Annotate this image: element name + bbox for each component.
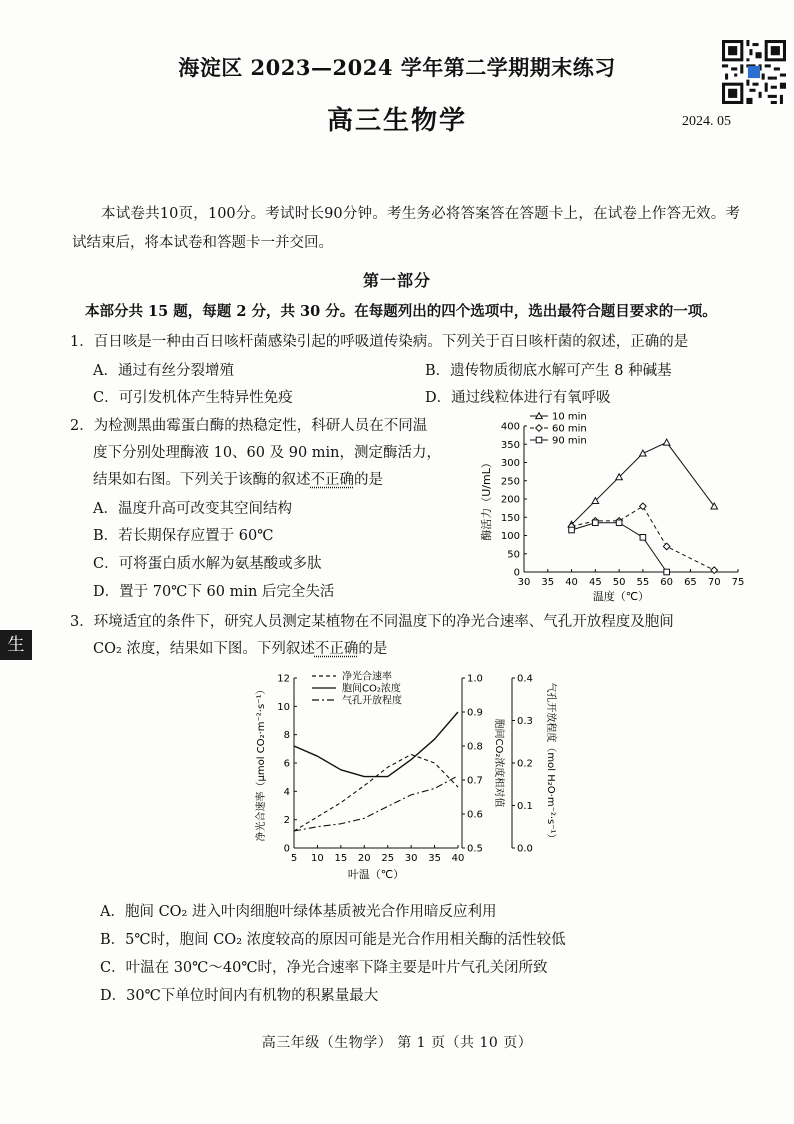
q3-option-d: D．30℃下单位时间内有机物的积累量最大: [100, 988, 379, 1004]
q3-stem-end: 的是: [358, 641, 388, 657]
x-tick-label: 30: [517, 577, 531, 588]
x-tick-label: 35: [541, 577, 555, 588]
middle-y-axis-label: 胞间CO₂浓度相对值: [493, 718, 504, 808]
legend-label: 胞间CO₂浓度: [342, 683, 401, 695]
data-point: [664, 569, 670, 575]
left-y-tick-label: 12: [277, 673, 290, 685]
middle-y-tick-label: 0.7: [467, 775, 483, 787]
data-point: [640, 450, 647, 456]
x-tick-label: 75: [731, 577, 745, 588]
left-y-axis-label: 净光合速率（μmol CO₂·m⁻²·s⁻¹）: [256, 684, 267, 842]
x-axis-label: 温度（℃）: [592, 590, 650, 603]
data-point: [640, 503, 647, 510]
y-tick-label: 250: [500, 476, 520, 488]
exam-title: 海淀区 2023—2024 学年第二学期期末练习: [178, 55, 616, 80]
q3-option-c: C．叶温在 30℃～40℃时，净光合速率下降主要是叶片气孔关闭所致: [100, 960, 548, 976]
y-tick-label: 100: [500, 531, 520, 542]
subject-side-tab: 生: [0, 630, 32, 660]
right-y-tick-label: 0.0: [517, 843, 533, 855]
x-tick-label: 40: [451, 853, 465, 864]
q3-stem-line2: [93, 637, 387, 658]
data-point: [593, 520, 599, 526]
series-line: [294, 755, 458, 832]
middle-y-tick-label: 0.5: [467, 843, 483, 855]
left-y-tick-label: 2: [283, 815, 290, 827]
x-axis-label: 叶温（℃）: [347, 868, 405, 881]
x-tick-label: 20: [357, 853, 371, 864]
left-y-tick-label: 6: [283, 758, 290, 770]
series-line: [572, 523, 667, 572]
y-tick-label: 300: [500, 458, 520, 469]
legend-marker: [536, 437, 542, 443]
legend-label: 气孔开放程度: [342, 695, 402, 707]
q3-option-a: A．胞间 CO₂ 进入叶肉细胞叶绿体基质被光合作用暗反应利用: [100, 904, 497, 920]
x-tick-label: 10: [311, 853, 324, 864]
qr-code-icon: [722, 40, 786, 104]
y-tick-label: 0: [513, 567, 520, 579]
middle-y-tick-label: 0.8: [467, 741, 483, 753]
x-tick-label: 45: [588, 577, 602, 588]
q1-option-c: C．可引发机体产生特异性免疫: [93, 390, 293, 406]
x-tick-label: 55: [636, 577, 650, 588]
data-point: [640, 535, 646, 541]
data-point: [663, 439, 670, 445]
q3-stem-line1: 3．环境适宜的条件下，研究人员测定某植物在不同温度下的净光合速率、气孔开放程度及胞间: [70, 614, 674, 630]
x-tick-label: 50: [612, 577, 626, 588]
legend-label: 净光合速率: [342, 671, 392, 683]
y-axis-label: 酶活力（U/mL）: [480, 457, 493, 541]
part-title: 第一部分: [362, 271, 431, 290]
series-line: [294, 712, 458, 777]
q2-stem-line2: 度下分别处理酶液 10、60 及 90 min，测定酶活力，: [93, 445, 442, 461]
x-tick-label: 5: [290, 853, 298, 864]
part-note: 本部分共 15 题，每题 2 分，共 30 分。在每题列出的四个选项中，选出最符合题目要求的一项。: [85, 303, 717, 320]
q2-option-c: C．可将蛋白质水解为氨基酸或多肽: [93, 556, 322, 572]
left-y-tick-label: 0: [283, 843, 290, 855]
left-y-tick-label: 10: [277, 701, 290, 713]
q2-stem-end: 的是: [354, 472, 383, 488]
x-tick-label: 70: [707, 577, 721, 588]
subject-title: 高三生物学: [326, 106, 467, 136]
left-y-tick-label: 4: [283, 786, 290, 798]
y-tick-label: 50: [507, 549, 520, 561]
right-y-tick-label: 0.1: [517, 801, 533, 812]
right-y-tick-label: 0.2: [517, 758, 533, 770]
middle-y-tick-label: 1.0: [467, 673, 483, 685]
q3-stem-text: CO₂ 浓度，结果如下图。下列叙述: [93, 641, 315, 657]
right-y-tick-label: 0.4: [517, 673, 533, 685]
q3-emphasis: 不正确: [314, 641, 359, 657]
q1-option-a: A．通过有丝分裂增殖: [93, 363, 234, 379]
x-tick-label: 25: [381, 853, 395, 864]
y-tick-label: 200: [500, 494, 520, 506]
photosynthesis-chart: [250, 668, 570, 886]
left-y-tick-label: 8: [283, 730, 290, 742]
q3-option-b: B．5℃时，胞间 CO₂ 浓度较高的原因可能是光合作用相关酶的活性较低: [100, 932, 566, 948]
q1-option-b: B．遗传物质彻底水解可产生 8 种碱基: [425, 363, 672, 379]
legend-label: 60 min: [552, 423, 587, 435]
x-tick-label: 35: [428, 853, 441, 864]
exam-instructions: 本试卷共10页，100分。考试时长90分钟。考生务必将答案答在答题卡上，在试卷上作答无效。考试结束后，将本试卷和答题卡一并交回。: [72, 206, 740, 251]
legend-label: 10 min: [552, 411, 587, 423]
data-point: [616, 520, 622, 526]
q2-stem-text: 结果如右图。下列关于该酶的叙述: [93, 472, 311, 488]
y-tick-label: 150: [500, 512, 520, 524]
exam-date: 2024. 05: [682, 114, 731, 129]
q2-emphasis: 不正确: [310, 472, 354, 488]
x-tick-label: 40: [565, 577, 578, 588]
right-y-tick-label: 0.3: [517, 716, 533, 727]
enzyme-activity-chart: [476, 408, 754, 608]
q2-option-b: B．若长期保存应置于 60℃: [93, 528, 274, 544]
q2-option-a: A．温度升高可改变其空间结构: [93, 501, 292, 517]
x-tick-label: 65: [684, 577, 697, 588]
x-tick-label: 60: [660, 577, 674, 588]
q2-stem-line3: [93, 468, 383, 489]
legend-marker: [536, 425, 543, 432]
q2-option-d: D．置于 70℃下 60 min 后完全失活: [93, 584, 335, 600]
legend-label: 90 min: [552, 435, 587, 447]
q2-stem-line1: 2．为检测黑曲霉蛋白酶的热稳定性，科研人员在不同温: [70, 418, 428, 434]
q1-stem: 1．百日咳是一种由百日咳杆菌感染引起的呼吸道传染病。下列关于百日咳杆菌的叙述，正确的是: [70, 334, 689, 350]
middle-y-tick-label: 0.9: [467, 707, 483, 719]
x-tick-label: 15: [334, 853, 348, 864]
x-tick-label: 30: [404, 853, 418, 864]
right-y-axis-label: 气孔开放程度（mol H₂O·m⁻²·s⁻¹）: [545, 682, 556, 844]
series-line: [294, 776, 458, 831]
data-point: [569, 527, 575, 533]
middle-y-tick-label: 0.6: [467, 809, 483, 821]
y-tick-label: 350: [500, 439, 520, 451]
page-footer: 高三年级（生物学） 第 1 页（共 10 页）: [261, 1035, 533, 1051]
y-tick-label: 400: [500, 421, 520, 433]
data-point: [663, 543, 670, 550]
q1-option-d: D．通过线粒体进行有氧呼吸: [425, 390, 611, 406]
